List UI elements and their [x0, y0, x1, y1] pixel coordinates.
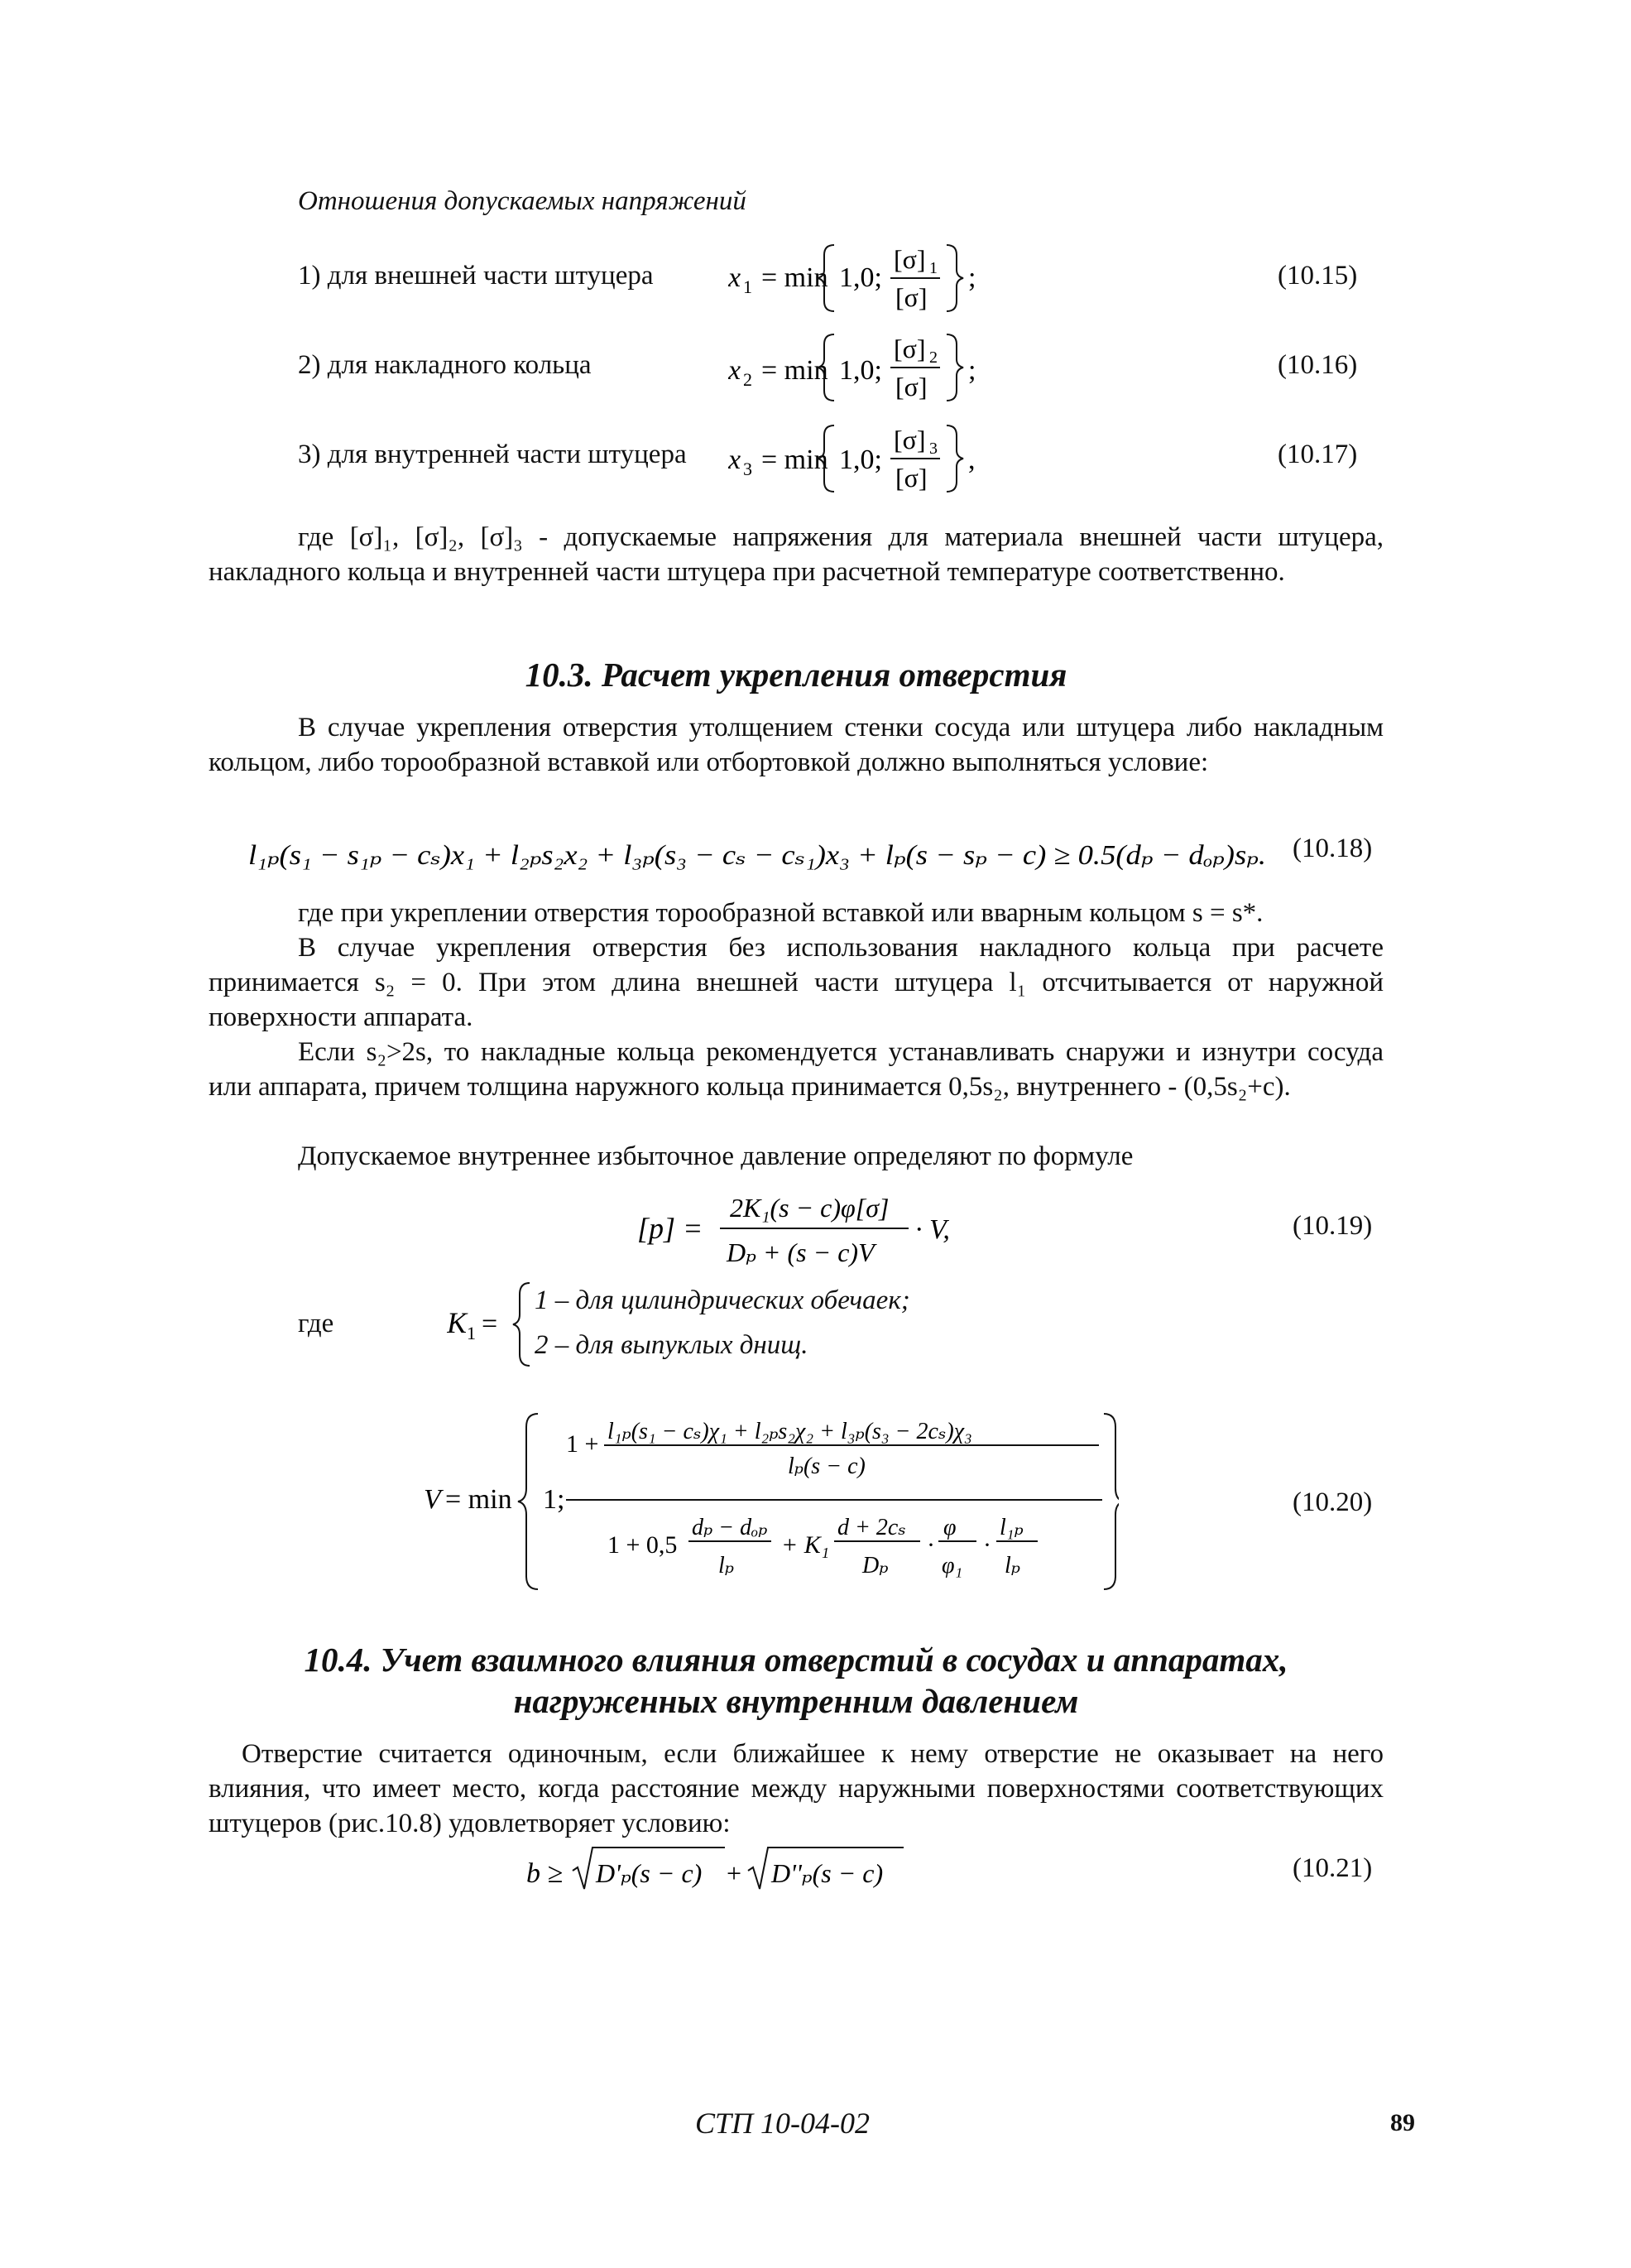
svg-text:[σ]: [σ]: [894, 425, 926, 454]
formula-10-18: [248, 828, 1274, 886]
paragraph-single-hole: Отверстие считается одиночным, если ближайшее к нему отверстие не оказывает на него влияния, что имеет место, когда расстояние между наружными поверхностями соответствующих штуцеров (рис.10.8) удовлетворяет условию:: [209, 1739, 1384, 1838]
svg-text:2: 2: [743, 369, 752, 390]
svg-text:V: V: [424, 1484, 441, 1515]
eq-number-10-15: (10.15): [1278, 261, 1358, 291]
svg-text:= min: = min: [761, 355, 828, 386]
k1-case-heads: 2 – для выпуклых днищ.: [535, 1330, 808, 1360]
item-2-label: 2) для накладного кольца: [298, 350, 592, 380]
svg-text:[σ]: [σ]: [894, 244, 926, 274]
eq-number-10-18: (10.18): [1293, 834, 1373, 863]
formula-10-15: [728, 230, 1001, 321]
paragraph-sigma-definitions: где [σ]₁, [σ]₂, [σ]₃ - допускаемые напряжения для материала внешней части штуцера, накладного кольца и внутренней части штуцера при расчетной температуре соответственно.: [209, 522, 1384, 587]
formula-10-20: [424, 1407, 1119, 1598]
eq-number-10-20: (10.20): [1293, 1487, 1373, 1517]
svg-text:=: =: [482, 1309, 498, 1339]
paragraph-reinforcement-condition: В случае укрепления отверстия утолщением стенки сосуда или штуцера либо накладным кольцом, либо торообразной вставкой или отбортовкой должно выполняться условие:: [209, 713, 1384, 777]
svg-text:φ: φ: [943, 1515, 957, 1540]
svg-text:x: x: [728, 444, 741, 475]
svg-text:lₚ(s − c): lₚ(s − c): [788, 1454, 866, 1479]
svg-text:1,0;: 1,0;: [839, 355, 882, 386]
svg-text:K: K: [447, 1306, 468, 1339]
eq-number-10-19: (10.19): [1293, 1211, 1373, 1241]
svg-text:D''ₚ(s − c): D''ₚ(s − c): [771, 1858, 884, 1888]
formula-10-17: [728, 411, 1001, 502]
svg-text:2: 2: [929, 348, 938, 367]
svg-text:[σ]: [σ]: [895, 463, 928, 493]
page-number: 89: [1390, 2109, 1415, 2136]
svg-text:· V,: · V,: [915, 1214, 950, 1245]
paragraph-allowable-pressure: Допускаемое внутреннее избыточное давление определяют по формуле: [298, 1141, 1134, 1171]
svg-text:+: +: [727, 1858, 742, 1888]
paragraph-double-ring: Если s₂>2s, то накладные кольца рекомендуется устанавливать снаружи и изнутри сосуда или аппарата, причем толщина наружного кольца принимается 0,5s₂, внутреннего - (0,5s₂+c).: [209, 1037, 1384, 1102]
footer-document-code: СТП 10-04-02: [695, 2107, 871, 2140]
svg-text:2K₁(s − c)φ[σ]: 2K₁(s − c)φ[σ]: [730, 1193, 890, 1223]
svg-text:;: ;: [968, 262, 976, 293]
svg-text:= min: = min: [761, 262, 828, 293]
eq-number-10-21: (10.21): [1293, 1853, 1373, 1883]
svg-text:l₁ₚ: l₁ₚ: [1000, 1515, 1024, 1540]
svg-text:1: 1: [929, 259, 938, 277]
svg-text:[σ]: [σ]: [895, 282, 928, 312]
svg-text:d + 2cₛ: d + 2cₛ: [837, 1515, 906, 1540]
svg-text:,: ,: [968, 444, 976, 475]
eq-number-10-17: (10.17): [1278, 440, 1358, 469]
k1-brace: [447, 1275, 538, 1374]
formula-10-21: [526, 1838, 923, 1904]
svg-text:1,0;: 1,0;: [839, 444, 882, 475]
k1-case-cylinder: 1 – для цилиндрических обечаек;: [535, 1285, 910, 1315]
svg-text:D'ₚ(s − c): D'ₚ(s − c): [596, 1858, 703, 1888]
item-3-label: 3) для внутренней части штуцера: [298, 440, 687, 469]
svg-text:dₚ − dₒₚ: dₚ − dₒₚ: [692, 1515, 768, 1540]
svg-text:3: 3: [743, 459, 752, 479]
svg-text:l₁ₚ(s₁ − s₁ₚ − cₛ)x₁ + l₂ₚs₂x₂: l₁ₚ(s₁ − s₁ₚ − cₛ)x₁ + l₂ₚs₂x₂ + l₃ₚ(s₃ − cₛ − cₛ₁)x₃ + lₚ(s − sₚ − c) ≥ 0.5(dₚ − dₒₚ)sₚ.: [248, 840, 1266, 871]
paragraph-no-ring: В случае укрепления отверстия без использования накладного кольца при расчете принимается s₂ = 0. При этом длина внешней части штуцера l₁ отсчитывается от наружной поверхности аппарата.: [209, 933, 1384, 1032]
svg-text:1: 1: [743, 276, 752, 297]
svg-text:[σ]: [σ]: [895, 372, 928, 401]
svg-text:+ K₁: + K₁: [781, 1531, 830, 1559]
svg-text:lₚ: lₚ: [1005, 1553, 1020, 1578]
svg-text:3: 3: [929, 440, 938, 458]
svg-text:;: ;: [968, 355, 976, 386]
svg-text:= min: = min: [761, 444, 828, 475]
svg-text:Dₚ: Dₚ: [862, 1553, 889, 1578]
intro-line: Отношения допускаемых напряжений: [298, 186, 746, 216]
svg-text:1;: 1;: [543, 1484, 565, 1515]
svg-text:1 +: 1 +: [566, 1430, 599, 1458]
svg-text:1: 1: [467, 1323, 476, 1343]
item-1-label: 1) для внешней части штуцера: [298, 261, 654, 291]
svg-text:[p] =: [p] =: [637, 1212, 703, 1245]
svg-text:1,0;: 1,0;: [839, 262, 882, 293]
svg-text:·: ·: [927, 1531, 935, 1559]
svg-text:Dₚ + (s − c)V: Dₚ + (s − c)V: [727, 1237, 875, 1267]
svg-text:l₁ₚ(s₁ − cₛ)χ₁ + l₂ₚs₂χ₂ + l₃ₚ: l₁ₚ(s₁ − cₛ)χ₁ + l₂ₚs₂χ₂ + l₃ₚ(s₃ − 2cₛ)χ₃: [607, 1419, 972, 1444]
svg-text:x: x: [728, 355, 741, 386]
eq-number-10-16: (10.16): [1278, 350, 1358, 380]
svg-text:lₚ: lₚ: [718, 1553, 734, 1578]
paragraph-toroidal-insert: где при укреплении отверстия торообразной вставкой или вварным кольцом s = s*.: [298, 898, 1264, 928]
svg-text:[σ]: [σ]: [894, 334, 926, 363]
svg-text:1 + 0,5: 1 + 0,5: [607, 1531, 678, 1559]
section-heading-10-4-line1: 10.4. Учет взаимного влияния отверстий в сосудах и аппаратах,: [304, 1641, 1288, 1679]
svg-text:b ≥: b ≥: [526, 1858, 564, 1889]
svg-text:·: ·: [983, 1531, 991, 1559]
where-label: где: [298, 1309, 334, 1338]
svg-text:= min: = min: [445, 1484, 512, 1515]
section-heading-10-4-line2: нагруженных внутренним давлением: [513, 1682, 1079, 1720]
section-heading-10-3: 10.3. Расчет укрепления отверстия: [525, 656, 1067, 694]
formula-10-16: [728, 320, 1001, 411]
formula-10-19: [637, 1180, 985, 1280]
svg-text:φ₁: φ₁: [942, 1553, 963, 1578]
svg-text:x: x: [728, 262, 741, 293]
